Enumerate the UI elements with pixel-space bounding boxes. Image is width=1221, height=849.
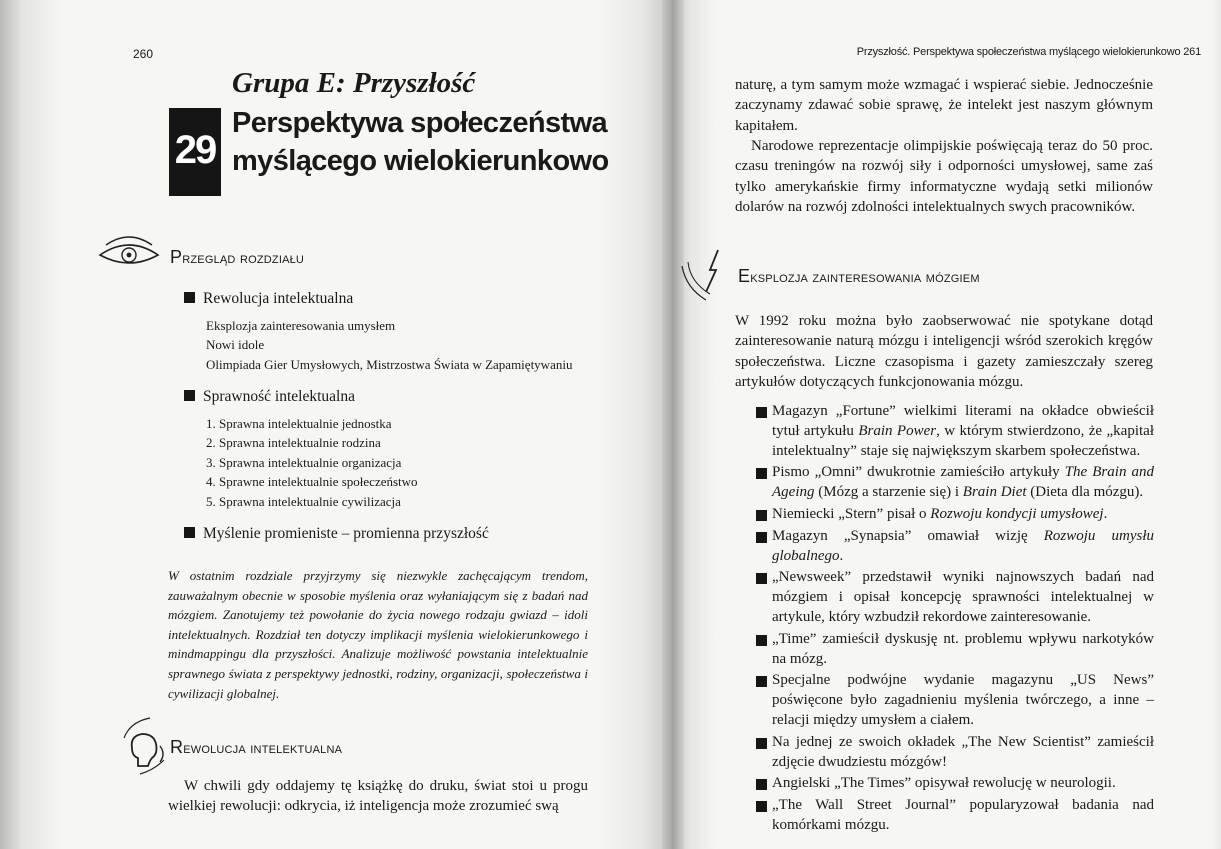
list-item: „The Wall Street Journal” popularyzował badania nad komórkami mózgu. <box>756 796 1154 836</box>
chapter-title <box>232 104 609 180</box>
overview-item: 5. Sprawna intelektualnie cywilizacja <box>206 494 401 509</box>
page-number-left: 260 <box>133 47 154 61</box>
list-item: Specjalne podwójne wydanie magazynu „US News” poświęcone było zagadnieniu myślenia twórczego, a inne – relacji między umysłem a ciałem. <box>756 671 1154 730</box>
overview-heading: Przegląd rozdziału <box>170 247 305 267</box>
chapter-number: 29 <box>174 128 216 172</box>
eye-icon <box>96 231 162 271</box>
overview-item: Olimpiada Gier Umysłowych, Mistrzostwa Świata w Zapamiętywaniu <box>206 357 573 372</box>
list-item: Angielski „The Times” opisywał rewolucję w neurologii. <box>756 774 1154 794</box>
continuation-paragraph-1: naturę, a tym samym może wzmagać i wspierać siebie. Jednocześnie zaczynamy zdawać sobie sprawę, że intelekt jest naszym głównym kapitałem. <box>735 77 1153 134</box>
overview-item: 4. Sprawne intelektualnie społeczeństwo <box>206 474 418 489</box>
revolution-paragraph: W chwili gdy oddajemy tę książkę do druku, świat stoi u progu wielkiej rewolucji: odkrycia, iż inteligencja może zrozumieć swą <box>168 778 588 815</box>
list-item: Pismo „Omni” dwukrotnie zamieściło artykuły The Brain and Ageing (Mózg a starzenie się) i Brain Diet (Dieta dla mózgu). <box>756 463 1154 503</box>
group-title: Grupa E: Przyszłość <box>232 67 476 99</box>
overview-item: 2. Sprawna intelektualnie rodzina <box>206 435 381 450</box>
overview-section-3: Myślenie promieniste – promienna przyszłość <box>184 525 489 543</box>
overview-item: 1. Sprawna intelektualnie jednostka <box>206 416 392 431</box>
overview-section-1: Rewolucja intelektualna <box>184 290 353 308</box>
continuation-paragraph-2: Narodowe reprezentacje olimpijskie poświęcają teraz do 50 proc. czasu treningów na rozwój siły i odporności umysłowej, same zaś tylko amerykańskie firmy informatyczne wydają setki milionów dolarów na rozwój zdolności intelektualnych swych pracowników. <box>735 138 1153 216</box>
overview-item: Eksplozja zainteresowania umysłem <box>206 318 396 333</box>
explosion-heading: Eksplozja zainteresowania mózgiem <box>738 266 980 286</box>
brain-head-icon <box>120 716 168 776</box>
list-item: „Newsweek” przedstawił wyniki najnowszych badań nad mózgiem i opisał koncepcję sprawności intelektualnej w artykule, który wzbudził rekordowe zainteresowanie. <box>756 568 1154 627</box>
overview-section-2: Sprawność intelektualna <box>184 388 355 406</box>
lightning-quill-icon <box>678 248 724 306</box>
list-item: Na jednej ze swoich okładek „The New Scientist” zamieścił zdjęcie dwudziestu mózgów! <box>756 733 1154 773</box>
list-item: Magazyn „Synapsia” omawiał wizję Rozwoju umysłu globalnego. <box>756 527 1154 567</box>
explosion-intro: W 1992 roku można było zaobserwować nie spotykane dotąd zainteresowanie naturą mózgu i inteligencji wśród szerokich kręgów społeczeństwa. Liczne czasopisma i gazety zamieszczały szereg artykułów dotyczących funkcjonowania mózgu. <box>735 313 1153 391</box>
list-item: „Time” zamieścił dyskusję nt. problemu wpływu narkotyków na mózg. <box>756 630 1154 670</box>
overview-item: 3. Sprawna intelektualnie organizacja <box>206 455 402 470</box>
chapter-title-line2: myślącego wielokierunkowo <box>232 145 609 177</box>
list-item: Niemiecki „Stern” pisał o Rozwoju kondycji umysłowej. <box>756 505 1154 525</box>
revolution-heading: Rewolucja intelektualna <box>170 737 343 757</box>
running-head: Przyszłość. Perspektywa społeczeństwa myślącego wielokierunkowo 261 <box>856 46 1201 58</box>
list-item: Magazyn „Fortune” wielkimi literami na okładce obwieścił tytuł artykułu Brain Power, w którym stwierdzono, że „kapitał intelektualny” staje się największym skarbem społeczeństwa. <box>756 402 1154 461</box>
book-gutter <box>662 0 684 849</box>
media-list <box>756 402 1154 838</box>
chapter-number-box <box>169 108 221 196</box>
overview-item: Nowi idole <box>206 337 265 352</box>
chapter-title-line1: Perspektywa społeczeństwa <box>232 107 608 139</box>
chapter-intro: W ostatnim rozdziale przyjrzymy się niezwykle zachęcającym trendom, zauważalnym obecnie w sposobie myślenia oraz wyłaniającym się z badań nad mózgiem. Zanotujemy też powołanie do życia nowego rodzaju gwiazd – idoli intelektualnych. Rozdział ten dotyczy implikacji myślenia wielokierunkowego i mindmappingu dla przyszłości. Analizuje możliwość powstania intelektualnie sprawnego świata z perspektywy jednostki, rodziny, organizacji, społeczeństwa i cywilizacji globalnej. <box>168 568 588 701</box>
